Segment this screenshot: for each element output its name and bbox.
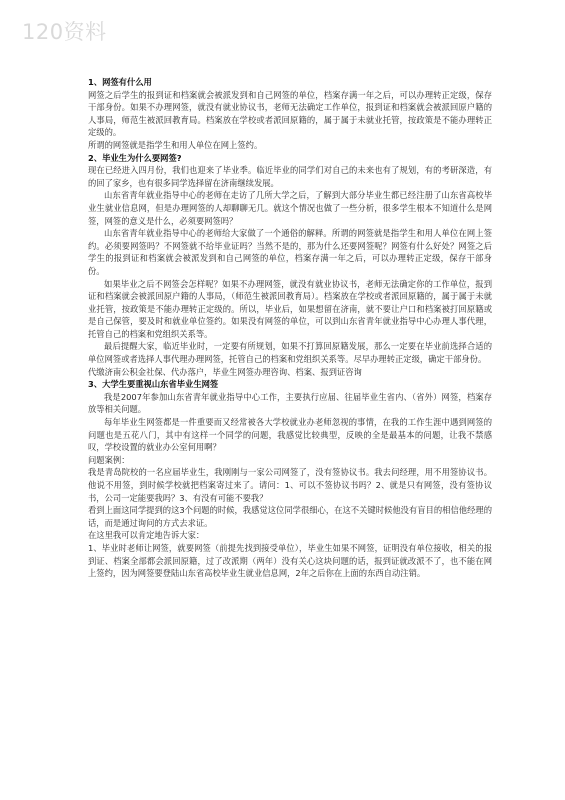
paragraph: 我是青岛院校的一名应届毕业生，我刚刚与一家公司网签了，没有签协议书。我去问经理，用不用签协议书。他说不用签，到时候学校就把档案寄过来了。请问：1、可以不签协议书吗？2、就是只有网签，没有签协议书，公司一定能要我吗？3、有没有可能不要我？ (88, 467, 492, 503)
document-body (88, 76, 492, 580)
paragraph: 最后提醒大家，临近毕业时，一定要有所规划，如果不打算回原籍发展，那么一定要在毕业前选择合适的单位网签或者选择人事代理办理网签，托管自己的档案和党组织关系等。尽早办理转正定级，确定干部身份。 (88, 341, 492, 365)
paragraph: 网签之后学生的报到证和档案就会被派发到和自己网签的单位，档案存满一年之后，可以办理转正定级，保存干部身份。如果不办理网签，就没有就业协议书，老师无法确定工作单位，报到证和档案就会被派回原户籍的人事局，师范生被派回教育局。档案放在学校或者派回原籍的，属于属于未就业托管，按政策是不能办理转正定级的。 (88, 89, 492, 138)
section-heading: 1、网签有什么用 (88, 77, 152, 87)
paragraph: 如果毕业之后不网签会怎样呢？如果不办理网签，就没有就业协议书，老师无法确定你的工作单位，报到证和档案就会被派回原户籍的人事局，（师范生被派回教育局）。档案放在学校或者派回原籍的，属于属于未就业托管，按政策是不能办理转正定级的。所以，毕业后，如果想留在济南，就不要让户口和档案被打回原籍或是自己保管，要及时和就业单位签约。如果没有网签的单位，可以到山东省青年就业指导中心办理人事代理，托管自己的档案和党组织关系等。 (88, 278, 492, 339)
paragraph: 代缴济南公积金社保、代办落户，毕业生网签办理咨询、档案、报到证咨询 (88, 366, 362, 377)
paragraph: 我是2007年参加山东省青年就业指导中心工作，主要执行应届、往届毕业生省内、（省外）网签，档案存放等相关问题。 (88, 391, 492, 415)
paragraph: 现在已经进入四月份，我们也迎来了毕业季。临近毕业的同学们对自己的未来也有了规划，有的考研深造，有的回了家乡，也有很多同学选择留在济南继续发展。 (88, 165, 492, 188)
section-heading: 3、大学生要重视山东省毕业生网签 (88, 379, 219, 390)
watermark: 120资料 (22, 20, 107, 44)
paragraph: 1、毕业时老师让网签，就要网签（前提先找到接受单位），毕业生如果不网签，证明没有单位接收，相关的报到证、档案全部都会派回原籍，过了改派期（两年）没有关心这块问题的话，报到证就改派不了，也不能在网上签约，因为网签要登陆山东省高校毕业生就业信息网，2年之后你在上面的东西自动注销。 (88, 542, 492, 579)
paragraph: 山东省青年就业指导中心的老师给大家做了一个通俗的解释。所谓的网签就是指学生和用人单位在网上签约。必须要网签吗？不网签就不给毕业证吗？当然不是的，那为什么还要网签呢？网签有什么好处？网签之后学生的报到证和档案就会被派发到和自己网签的单位，档案存满一年之后，可以办理转正定级，保存干部身份。 (88, 228, 492, 276)
section-heading: 2、毕业生为什么要网签? (88, 152, 182, 163)
paragraph: 所谓的网签就是指学生和用人单位在网上签约。 (88, 139, 263, 150)
paragraph: 山东省青年就业指导中心的老师在走访了几所大学之后，了解到大部分毕业生都已经注册了山东省高校毕业生就业信息网，但是办理网签的人却聊聊无几。就这个情况也做了一些分析，很多学生根本不知道什么是网签，网签的意义是什么，必须要网签吗？ (88, 190, 492, 226)
paragraph: 在这里我可以肯定地告诉大家： (88, 530, 205, 541)
paragraph: 看到上面这同学提到的这3个问题的时候，我感觉这位同学很细心，在这不关键时候他没有盲目的相信他经理的话，而是通过询问的方式去求证。 (88, 505, 492, 528)
paragraph: 每年毕业生网签都是一件重要而又经常被各大学校就业办老师忽视的事情，在我的工作生涯中遇到网签的问题也是五花八门，其中有这样一个同学的问题，我感觉比较典型，反映的全是最基本的问题，让我不禁感叹，学校设置的就业办公室何用啊？ (88, 417, 492, 453)
paragraph: 问题案例： (88, 454, 130, 465)
